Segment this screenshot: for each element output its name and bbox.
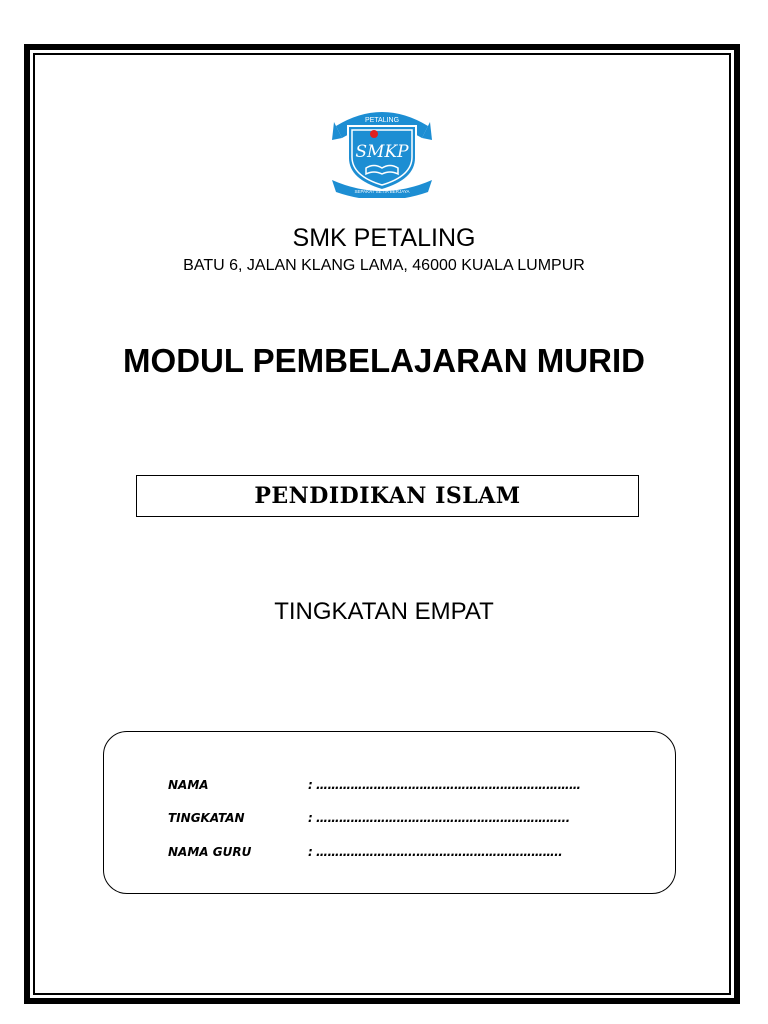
field-nama-guru-label: NAMA GURU [168, 845, 252, 859]
crest-letters: SMKP [355, 142, 409, 162]
school-address: BATU 6, JALAN KLANG LAMA, 46000 KUALA LUMPUR [183, 257, 585, 274]
form-level: TINGKATAN EMPAT [274, 598, 494, 625]
crest-ribbon-text: PETALING [364, 117, 400, 124]
field-nama-blank[interactable]: : …………………………………………………………… [308, 778, 581, 792]
field-nama-guru-blank[interactable]: : ……………………..……………………………….. [308, 845, 563, 859]
crest-motto: SEPAKAT SETIA BERJAYA [354, 189, 410, 194]
subject-box [136, 475, 639, 517]
smkp-school-crest-icon [330, 100, 434, 198]
subject-title: PENDIDIKAN ISLAM [254, 483, 521, 509]
school-name: SMK PETALING [292, 224, 476, 252]
field-tingkatan-blank[interactable]: : ………………………………………………………... [308, 811, 570, 825]
module-title: MODUL PEMBELAJARAN MURID [123, 342, 645, 379]
field-tingkatan-label: TINGKATAN [168, 811, 245, 825]
field-nama-label: NAMA [168, 778, 209, 792]
